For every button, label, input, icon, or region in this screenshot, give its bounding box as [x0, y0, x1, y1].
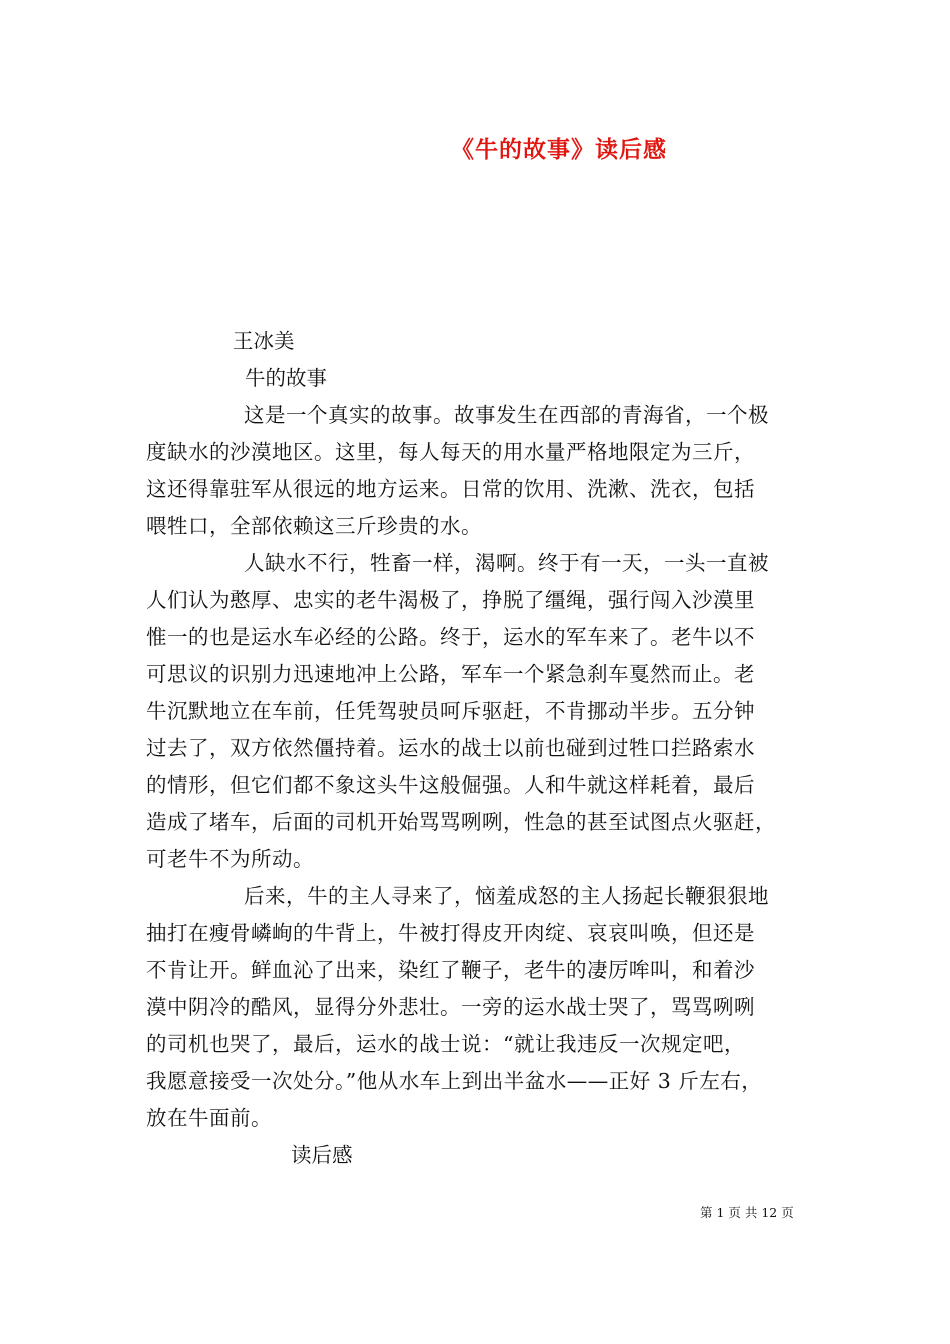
section-heading: 读后感: [291, 1143, 353, 1167]
paragraph-line: 后来，牛的主人寻来了，恼羞成怒的主人扬起长鞭狠狠地: [244, 884, 769, 908]
paragraph-line: 我愿意接受一次处分。”他从水车上到出半盆水——正好 3 斤左右，: [146, 1069, 763, 1093]
paragraph-line: 过去了，双方依然僵持着。运水的战士以前也碰到过牲口拦路索水: [146, 736, 755, 760]
paragraph-line: 不肯让开。鲜血沁了出来，染红了鞭子，老牛的凄厉哞叫，和着沙: [146, 958, 755, 982]
paragraph-line: 的司机也哭了，最后，运水的战士说：“就让我违反一次规定吧，: [146, 1032, 745, 1056]
paragraph-line: 可老牛不为所动。: [146, 847, 314, 871]
paragraph-line: 可思议的识别力迅速地冲上公路，军车一个紧急刹车戛然而止。老: [146, 662, 755, 686]
paragraph-line: 人们认为憨厚、忠实的老牛渴极了，挣脱了缰绳，强行闯入沙漠里: [146, 588, 755, 612]
author-name: 王冰美: [233, 329, 295, 353]
paragraph-line: 喂牲口，全部依赖这三斤珍贵的水。: [146, 514, 482, 538]
paragraph-line: 造成了堵车，后面的司机开始骂骂咧咧，性急的甚至试图点火驱赶，: [146, 810, 776, 834]
paragraph-line: 漠中阴冷的酷风，显得分外悲壮。一旁的运水战士哭了，骂骂咧咧: [146, 995, 755, 1019]
paragraph-line: 放在牛面前。: [146, 1106, 272, 1130]
paragraph-line: 人缺水不行，牲畜一样，渴啊。终于有一天，一头一直被: [244, 551, 769, 575]
paragraph-line: 牛沉默地立在车前，任凭驾驶员呵斥驱赶，不肯挪动半步。五分钟: [146, 699, 755, 723]
paragraph-line: 抽打在瘦骨嶙峋的牛背上，牛被打得皮开肉绽、哀哀叫唤，但还是: [146, 921, 755, 945]
paragraph-line: 这是一个真实的故事。故事发生在西部的青海省，一个极: [244, 403, 769, 427]
paragraph-line: 度缺水的沙漠地区。这里，每人每天的用水量严格地限定为三斤，: [146, 440, 755, 464]
story-subtitle: 牛的故事: [245, 366, 327, 390]
paragraph-line: 这还得靠驻军从很远的地方运来。日常的饮用、洗漱、洗衣，包括: [146, 477, 755, 501]
paragraph-line: 惟一的也是运水车必经的公路。终于，运水的军车来了。老牛以不: [146, 625, 755, 649]
page-footer: 第 1 页 共 12 页: [700, 1205, 794, 1220]
paragraph-line: 的情形，但它们都不象这头牛这般倔强。人和牛就这样耗着，最后: [146, 773, 755, 797]
document-title: 《牛的故事》读后感: [451, 136, 667, 163]
